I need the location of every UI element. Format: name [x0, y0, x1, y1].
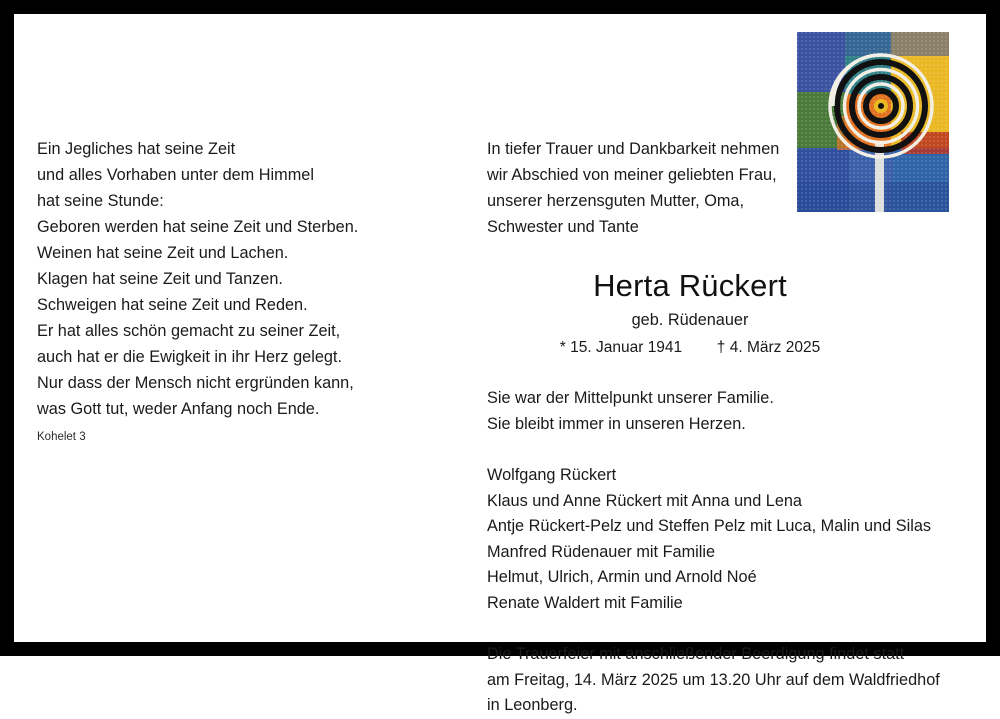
intro-line: wir Abschied von meiner geliebten Frau,: [487, 166, 777, 184]
death-date: † 4. März 2025: [716, 339, 821, 356]
survivor-line: Renate Waldert mit Familie: [487, 593, 683, 612]
poem-line: Ein Jegliches hat seine Zeit: [37, 140, 236, 158]
survivor-line: Wolfgang Rückert: [487, 466, 617, 484]
survivors-block: [487, 463, 977, 616]
intro-block: [487, 136, 977, 240]
birth-date: * 15. Januar 1941: [559, 339, 683, 356]
tribute-line: Sie war der Mittelpunkt unserer Familie.: [487, 389, 774, 407]
poem-block: [37, 136, 457, 443]
funeral-line: in Leonberg.: [487, 696, 578, 714]
funeral-line: am Freitag, 14. März 2025 um 13.20 Uhr auf dem Waldfriedhof: [487, 670, 940, 689]
name-block: [487, 268, 893, 360]
funeral-line: Die Trauerfeier mit anschließender Beerdigung findet statt: [487, 645, 905, 663]
poem-line: Nur dass der Mensch nicht ergründen kann,: [37, 374, 354, 392]
intro-line: Schwester und Tante: [487, 218, 639, 236]
intro-line: In tiefer Trauer und Dankbarkeit nehmen: [487, 140, 780, 158]
survivor-line: Klaus und Anne Rückert mit Anna und Lena: [487, 491, 802, 510]
poem-line: Er hat alles schön gemacht zu seiner Zeit,: [37, 322, 341, 340]
poem-source: Kohelet 3: [37, 431, 86, 443]
poem-line: Klagen hat seine Zeit und Tanzen.: [37, 270, 283, 288]
survivor-line: Antje Rückert-Pelz und Steffen Pelz mit Luca, Malin und Silas: [487, 517, 932, 535]
poem-line: hat seine Stunde:: [37, 192, 164, 210]
poem-line: und alles Vorhaben unter dem Himmel: [37, 166, 314, 184]
tribute-block: [487, 386, 977, 437]
funeral-block: [487, 642, 977, 719]
notice-text-column: [487, 136, 977, 719]
notice-sheet: [14, 14, 986, 714]
poem-line: Schweigen hat seine Zeit und Reden.: [37, 296, 308, 314]
life-dates: [487, 336, 893, 360]
poem-line: auch hat er die Ewigkeit in ihr Herz gelegt.: [37, 348, 342, 366]
survivor-line: Helmut, Ulrich, Armin und Arnold Noé: [487, 568, 757, 586]
poem-line: was Gott tut, weder Anfang noch Ende.: [37, 400, 320, 418]
tribute-line: Sie bleibt immer in unseren Herzen.: [487, 414, 746, 433]
poem-line: Weinen hat seine Zeit und Lachen.: [37, 244, 289, 262]
intro-line: unserer herzensguten Mutter, Oma,: [487, 192, 745, 210]
deceased-name: Herta Rückert: [593, 268, 787, 303]
poem-line: Geboren werden hat seine Zeit und Sterben.: [37, 218, 359, 236]
maiden-name: geb. Rüdenauer: [631, 311, 749, 329]
survivor-line: Manfred Rüdenauer mit Familie: [487, 542, 716, 561]
